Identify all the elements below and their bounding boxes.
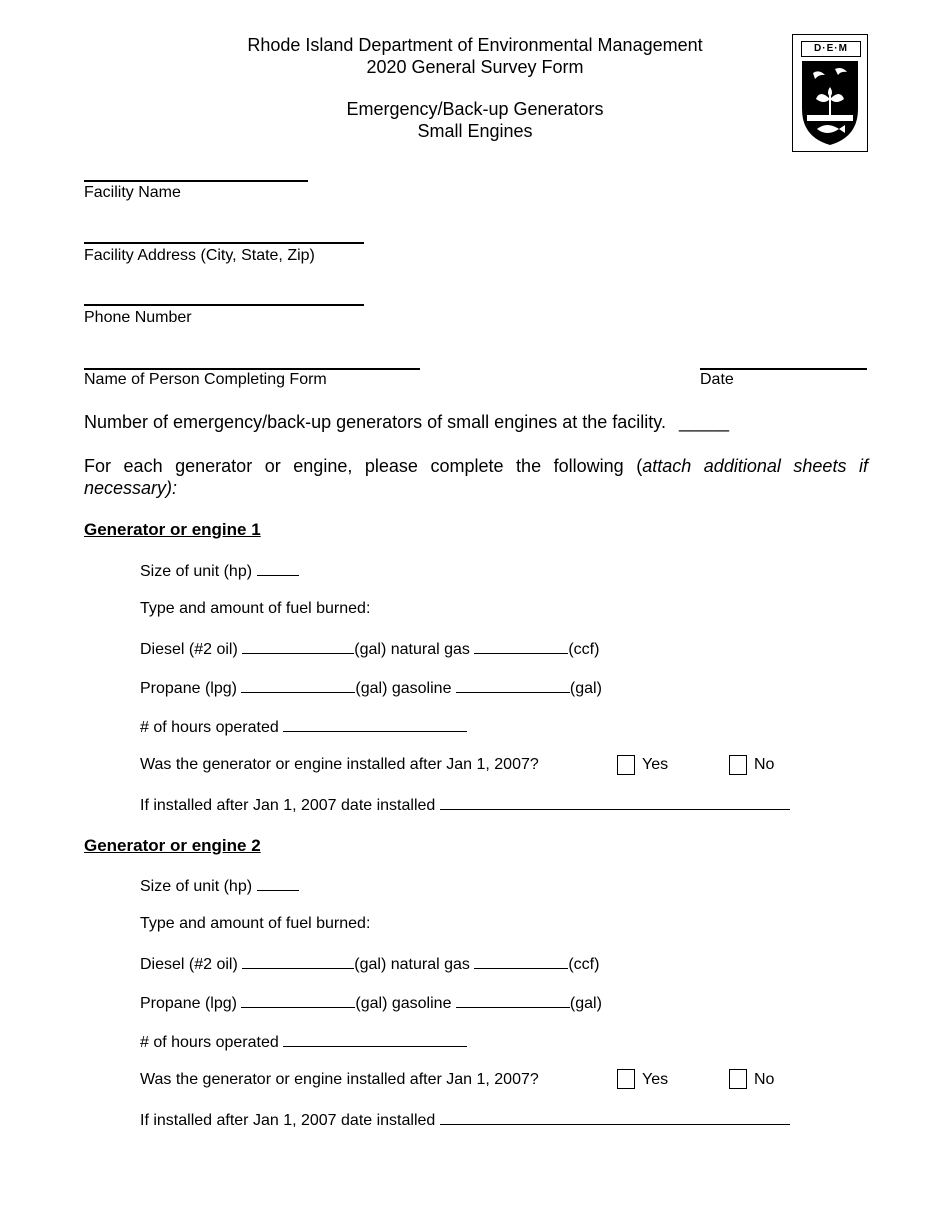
gasoline-label: (gal) gasoline: [355, 995, 452, 1012]
hours-row: [140, 717, 467, 737]
propane-label: Propane (lpg): [140, 995, 237, 1012]
instructions-text: For each generator or engine, please complete the following (: [84, 456, 643, 476]
size-row: [140, 876, 299, 896]
gasoline-label: (gal) gasoline: [355, 680, 452, 697]
installed-question: Was the generator or engine installed after Jan 1, 2007?: [140, 756, 539, 773]
size-row: [140, 561, 299, 581]
diesel-blank[interactable]: [242, 639, 354, 654]
facility-address-label: Facility Address (City, State, Zip): [84, 247, 315, 264]
section-heading: Generator or engine 1: [84, 520, 261, 539]
instructions: [84, 455, 868, 499]
date-line[interactable]: [700, 368, 867, 370]
propane-blank[interactable]: [241, 993, 355, 1008]
facility-name-line[interactable]: [84, 180, 308, 182]
yes-checkbox[interactable]: [617, 755, 635, 775]
yes-label: Yes: [642, 1071, 669, 1088]
size-blank[interactable]: [257, 561, 299, 576]
no-label: No: [754, 756, 775, 773]
propane-row: [140, 678, 602, 698]
person-name-label: Name of Person Completing Form: [84, 371, 327, 388]
date-installed-blank[interactable]: [440, 795, 790, 810]
gasoline-blank[interactable]: [456, 678, 570, 693]
diesel-label: Diesel (#2 oil): [140, 641, 238, 658]
gal-unit: (gal): [569, 680, 602, 697]
hours-blank[interactable]: [283, 1032, 467, 1047]
propane-blank[interactable]: [241, 678, 355, 693]
generator-count-text: Number of emergency/back-up generators of small engines at the facility.: [84, 412, 666, 432]
facility-address-line[interactable]: [84, 242, 364, 244]
fuel-label: Type and amount of fuel burned:: [140, 915, 371, 932]
propane-label: Propane (lpg): [140, 680, 237, 697]
ccf-unit: (ccf): [568, 641, 600, 658]
phone-number-label: Phone Number: [84, 309, 192, 326]
section-heading: Generator or engine 2: [84, 836, 261, 855]
phone-number-line[interactable]: [84, 304, 364, 306]
hours-label: # of hours operated: [140, 1034, 279, 1051]
facility-name-label: Facility Name: [84, 184, 181, 201]
generator-count-blank[interactable]: _____: [678, 412, 730, 432]
size-label: Size of unit (hp): [140, 563, 253, 580]
no-checkbox[interactable]: [729, 755, 747, 775]
size-blank[interactable]: [257, 876, 299, 891]
hours-blank[interactable]: [283, 717, 467, 732]
person-name-line[interactable]: [84, 368, 420, 370]
natural-gas-blank[interactable]: [474, 639, 568, 654]
ccf-unit: (ccf): [568, 956, 600, 973]
agency-name: Rhode Island Department of Environmental Management: [247, 35, 703, 55]
diesel-blank[interactable]: [242, 954, 354, 969]
dem-logo-text: D·E·M: [801, 41, 861, 57]
natural-gas-label: (gal) natural gas: [354, 641, 470, 658]
date-installed-row: [140, 795, 790, 815]
installed-question: Was the generator or engine installed after Jan 1, 2007?: [140, 1071, 539, 1088]
no-label: No: [754, 1071, 775, 1088]
date-installed-label: If installed after Jan 1, 2007 date installed: [140, 1112, 436, 1129]
yes-label: Yes: [642, 756, 669, 773]
hours-label: # of hours operated: [140, 719, 279, 736]
gasoline-blank[interactable]: [456, 993, 570, 1008]
dem-shield-icon: [799, 59, 861, 147]
fuel-label: Type and amount of fuel burned:: [140, 600, 371, 617]
form-title: 2020 General Survey Form: [366, 57, 584, 77]
propane-row: [140, 993, 602, 1013]
gal-unit: (gal): [569, 995, 602, 1012]
yes-checkbox[interactable]: [617, 1069, 635, 1089]
natural-gas-label: (gal) natural gas: [354, 956, 470, 973]
date-installed-label: If installed after Jan 1, 2007 date installed: [140, 797, 436, 814]
natural-gas-blank[interactable]: [474, 954, 568, 969]
size-label: Size of unit (hp): [140, 878, 253, 895]
diesel-row: [140, 954, 599, 974]
instructions-italic: attach additional sheets if necessary):: [84, 456, 868, 498]
no-checkbox[interactable]: [729, 1069, 747, 1089]
hours-row: [140, 1032, 467, 1052]
diesel-row: [140, 639, 599, 659]
diesel-label: Diesel (#2 oil): [140, 956, 238, 973]
form-subtitle-engines: Small Engines: [417, 121, 533, 141]
date-installed-blank[interactable]: [440, 1110, 790, 1125]
date-installed-row: [140, 1110, 790, 1130]
generator-count-question: [84, 412, 729, 433]
form-subtitle-generators: Emergency/Back-up Generators: [346, 99, 604, 119]
dem-logo: [792, 34, 868, 152]
date-label: Date: [700, 371, 734, 388]
